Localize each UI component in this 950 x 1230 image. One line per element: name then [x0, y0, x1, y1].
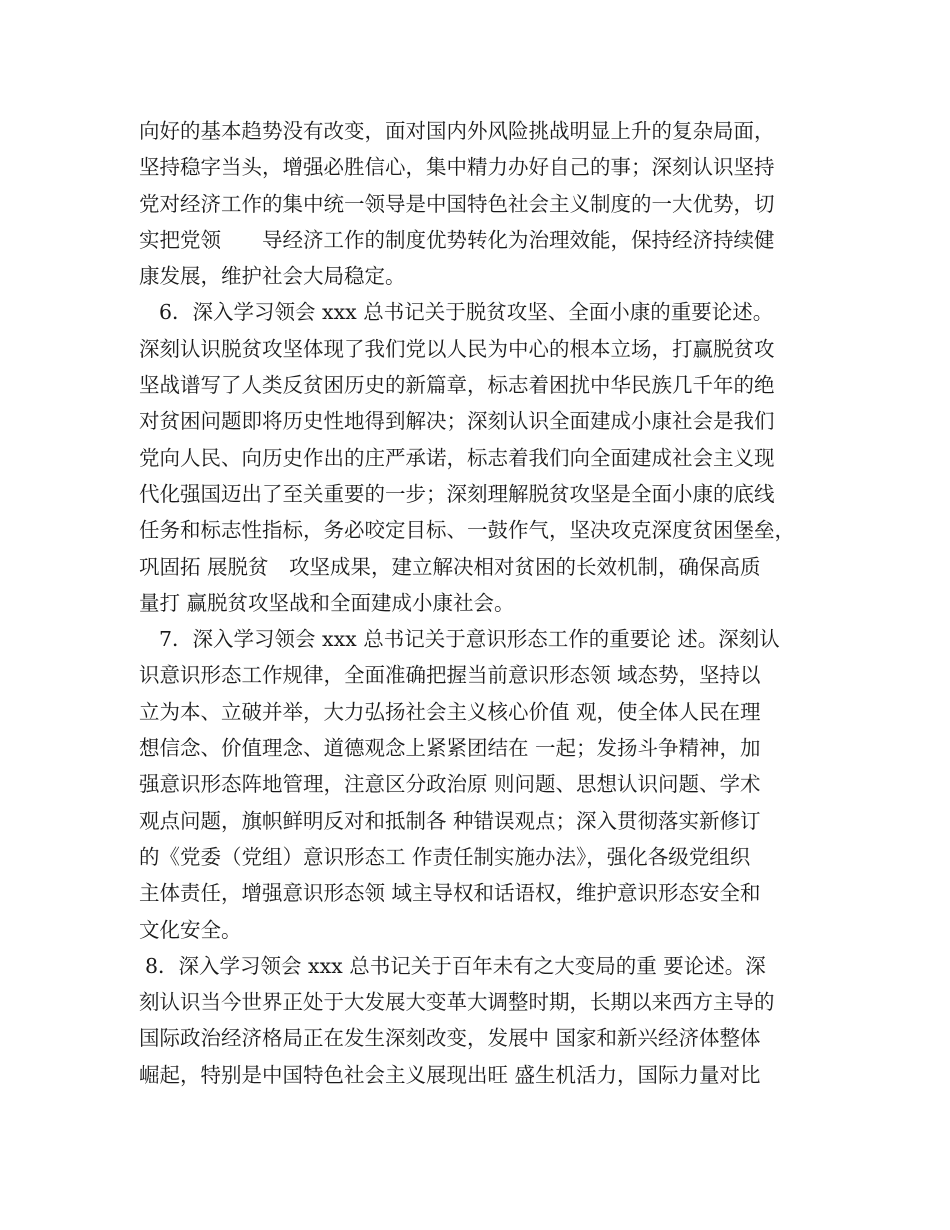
body-line: 识意识形态工作规律，全面准确把握当前意识形态领 域态势，坚持以 — [139, 663, 761, 688]
body-line: 崛起，特别是中国特色社会主义展现出旺 盛生机活力，国际力量对比 — [139, 1062, 761, 1087]
body-line: 康发展，维护社会大局稳定。 — [139, 264, 406, 289]
body-line: 主体责任，增强意识形态领 域主导权和话语权，维护意识形态安全和 — [139, 881, 761, 906]
body-line: 党向人民、向历史作出的庄严承诺，标志着我们向全面建成社会主义现 — [139, 445, 775, 470]
section-6-heading-line: 6．深入学习领会 xxx 总书记关于脱贫攻坚、全面小康的重要论述。 — [159, 300, 774, 325]
body-line: 观点问题，旗帜鲜明反对和抵制各 种错误观点；深入贯彻落实新修订 — [139, 808, 761, 833]
body-line: 巩固拓 展脱贫 攻坚成果，建立解决相对贫困的长效机制，确保高质 — [139, 554, 761, 579]
body-line: 的《党委（党组）意识形态工 作责任制实施办法》，强化各级党组织 — [139, 844, 751, 869]
section-8-heading-line: 8．深入学习领会 xxx 总书记关于百年未有之大变局的重 要论述。深 — [145, 953, 766, 978]
document-body — [139, 113, 819, 1093]
body-line: 想信念、价值理念、道德观念上紧紧团结在 一起；发扬斗争精神，加 — [139, 736, 761, 761]
body-line: 坚持稳字当头，增强必胜信心，集中精力办好自己的事；深刻认识坚持 — [139, 155, 775, 180]
section-7-heading-line: 7．深入学习领会 xxx 总书记关于意识形态工作的重要论 述。深刻认 — [159, 627, 780, 652]
body-line: 坚战谱写了人类反贫困历史的新篇章，标志着困扰中华民族几千年的绝 — [139, 373, 775, 398]
body-line: 立为本、立破并举，大力弘扬社会主义核心价值 观，使全体人民在理 — [139, 699, 761, 724]
body-line: 刻认识当今世界正处于大发展大变革大调整时期，长期以来西方主导的 — [139, 990, 775, 1015]
body-line: 党对经济工作的集中统一领导是中国特色社会主义制度的一大优势，切 — [139, 191, 775, 216]
body-line: 任务和标志性指标，务必咬定目标、一鼓作气，坚决攻克深度贫困堡垒， — [139, 518, 795, 543]
body-line: 国际政治经济格局正在发生深刻改变，发展中 国家和新兴经济体整体 — [139, 1026, 761, 1051]
body-line: 量打 赢脱贫攻坚战和全面建成小康社会。 — [139, 590, 515, 615]
body-line: 代化强国迈出了至关重要的一步；深刻理解脱贫攻坚是全面小康的底线 — [139, 481, 775, 506]
body-line: 实把党领 导经济工作的制度优势转化为治理效能，保持经济持续健 — [139, 227, 775, 252]
body-line: 对贫困问题即将历史性地得到解决；深刻认识全面建成小康社会是我们 — [139, 409, 775, 434]
body-line: 文化安全。 — [139, 917, 242, 942]
body-line: 强意识形态阵地管理，注意区分政治原 则问题、思想认识问题、学术 — [139, 772, 761, 797]
body-line: 深刻认识脱贫攻坚体现了我们党以人民为中心的根本立场，打赢脱贫攻 — [139, 336, 775, 361]
body-line: 向好的基本趋势没有改变，面对国内外风险挑战明显上升的复杂局面， — [139, 119, 775, 143]
